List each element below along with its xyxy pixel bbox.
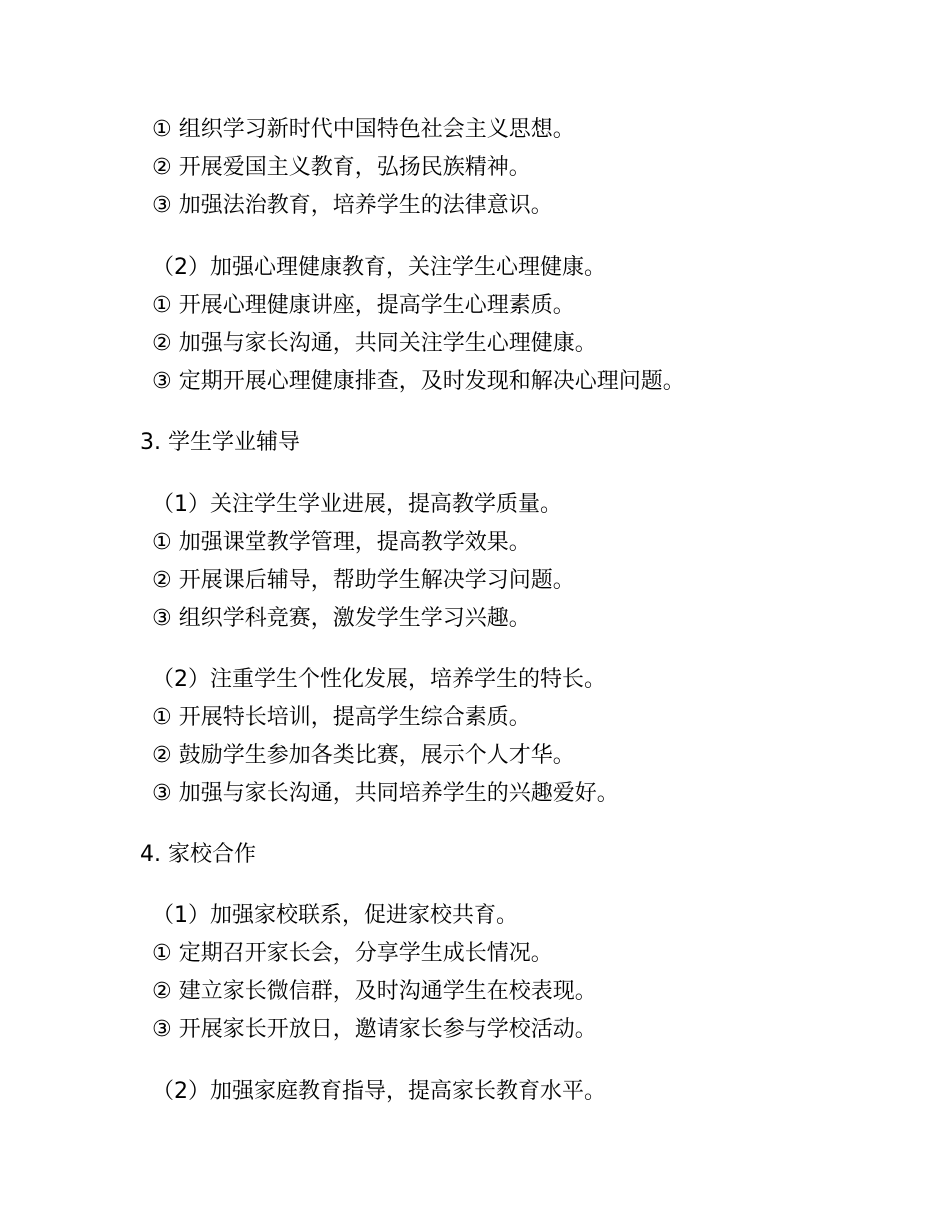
list-item: ③ 定期开展心理健康排查，及时发现和解决心理问题。 xyxy=(152,369,685,394)
list-item: ① 加强课堂教学管理，提高教学效果。 xyxy=(152,530,531,555)
list-item: ③ 开展家长开放日，邀请家长参与学校活动。 xyxy=(152,1017,597,1042)
list-item: ① 开展心理健康讲座，提高学生心理素质。 xyxy=(152,293,575,318)
subheading: （1）关注学生学业进展，提高教学质量。 xyxy=(152,492,562,517)
subheading: （2）注重学生个性化发展，培养学生的特长。 xyxy=(152,667,606,692)
list-item: ③ 加强与家长沟通，共同培养学生的兴趣爱好。 xyxy=(152,781,619,806)
list-item: ② 开展爱国主义教育，弘扬民族精神。 xyxy=(152,155,531,180)
section-heading: 3. 学生学业辅导 xyxy=(140,430,300,455)
list-item: ③ 加强法治教育，培养学生的法律意识。 xyxy=(152,193,553,218)
list-item: ① 开展特长培训，提高学生综合素质。 xyxy=(152,705,531,730)
list-item: ② 建立家长微信群，及时沟通学生在校表现。 xyxy=(152,979,597,1004)
section-heading: 4. 家校合作 xyxy=(140,842,256,867)
subheading: （1）加强家校联系，促进家校共育。 xyxy=(152,903,518,928)
list-item: ② 加强与家长沟通，共同关注学生心理健康。 xyxy=(152,331,597,356)
list-item: ① 定期召开家长会，分享学生成长情况。 xyxy=(152,941,553,966)
subheading: （2）加强心理健康教育，关注学生心理健康。 xyxy=(152,255,606,280)
list-item: ② 鼓励学生参加各类比赛，展示个人才华。 xyxy=(152,743,575,768)
list-item: ② 开展课后辅导，帮助学生解决学习问题。 xyxy=(152,568,575,593)
list-item: ③ 组织学科竞赛，激发学生学习兴趣。 xyxy=(152,606,531,631)
subheading: （2）加强家庭教育指导，提高家长教育水平。 xyxy=(152,1079,606,1104)
list-item: ① 组织学习新时代中国特色社会主义思想。 xyxy=(152,117,575,142)
